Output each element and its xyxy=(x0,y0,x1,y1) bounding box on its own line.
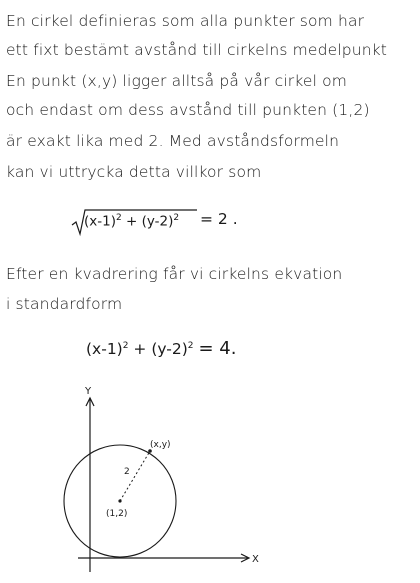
circle-eq-rhs: = 4. xyxy=(198,338,237,359)
text-line-1: En cirkel definieras som alla punkter som har xyxy=(6,12,365,30)
circle-eq-plus: + xyxy=(133,340,147,358)
circle-eq-exp-a: 2 xyxy=(122,340,129,351)
radicand-term-b: (y-2) xyxy=(141,213,174,230)
y-axis-label: Y xyxy=(85,386,92,397)
circle-eq-exp-b: 2 xyxy=(187,340,194,351)
text-line-2: ett fixt bestämt avstånd till cirkelns medelpunkt xyxy=(6,41,388,59)
circle-eq-term-a: (x-1) xyxy=(86,340,123,358)
text-line-4: och endast om dess avstånd till punkten (1,2) xyxy=(6,101,370,119)
radicand-plus: + xyxy=(126,213,138,230)
text-line-6: kan vi uttrycka detta villkor som xyxy=(6,163,262,181)
text-line-7: Efter en kvadrering får vi cirkelns ekvation xyxy=(6,265,343,283)
point-label: (x,y) xyxy=(150,440,171,450)
radicand-exp-b: 2 xyxy=(173,213,180,223)
center-point xyxy=(118,499,121,502)
center-label: (1,2) xyxy=(106,509,128,519)
distance-equation-rhs: = 2 . xyxy=(200,210,238,228)
text-line-3: En punkt (x,y) ligger alltså på vår cirkel om xyxy=(6,72,348,90)
text-line-5: är exakt lika med 2. Med avståndsformeln xyxy=(6,132,340,150)
radicand-exp-a: 2 xyxy=(115,213,122,223)
text-line-8: i standardform xyxy=(6,295,123,313)
radicand-term-a: (x-1) xyxy=(84,213,116,230)
circle-eq-term-b: (y-2) xyxy=(151,340,188,358)
x-axis-label: X xyxy=(252,554,259,565)
radius-label: 2 xyxy=(124,467,130,477)
